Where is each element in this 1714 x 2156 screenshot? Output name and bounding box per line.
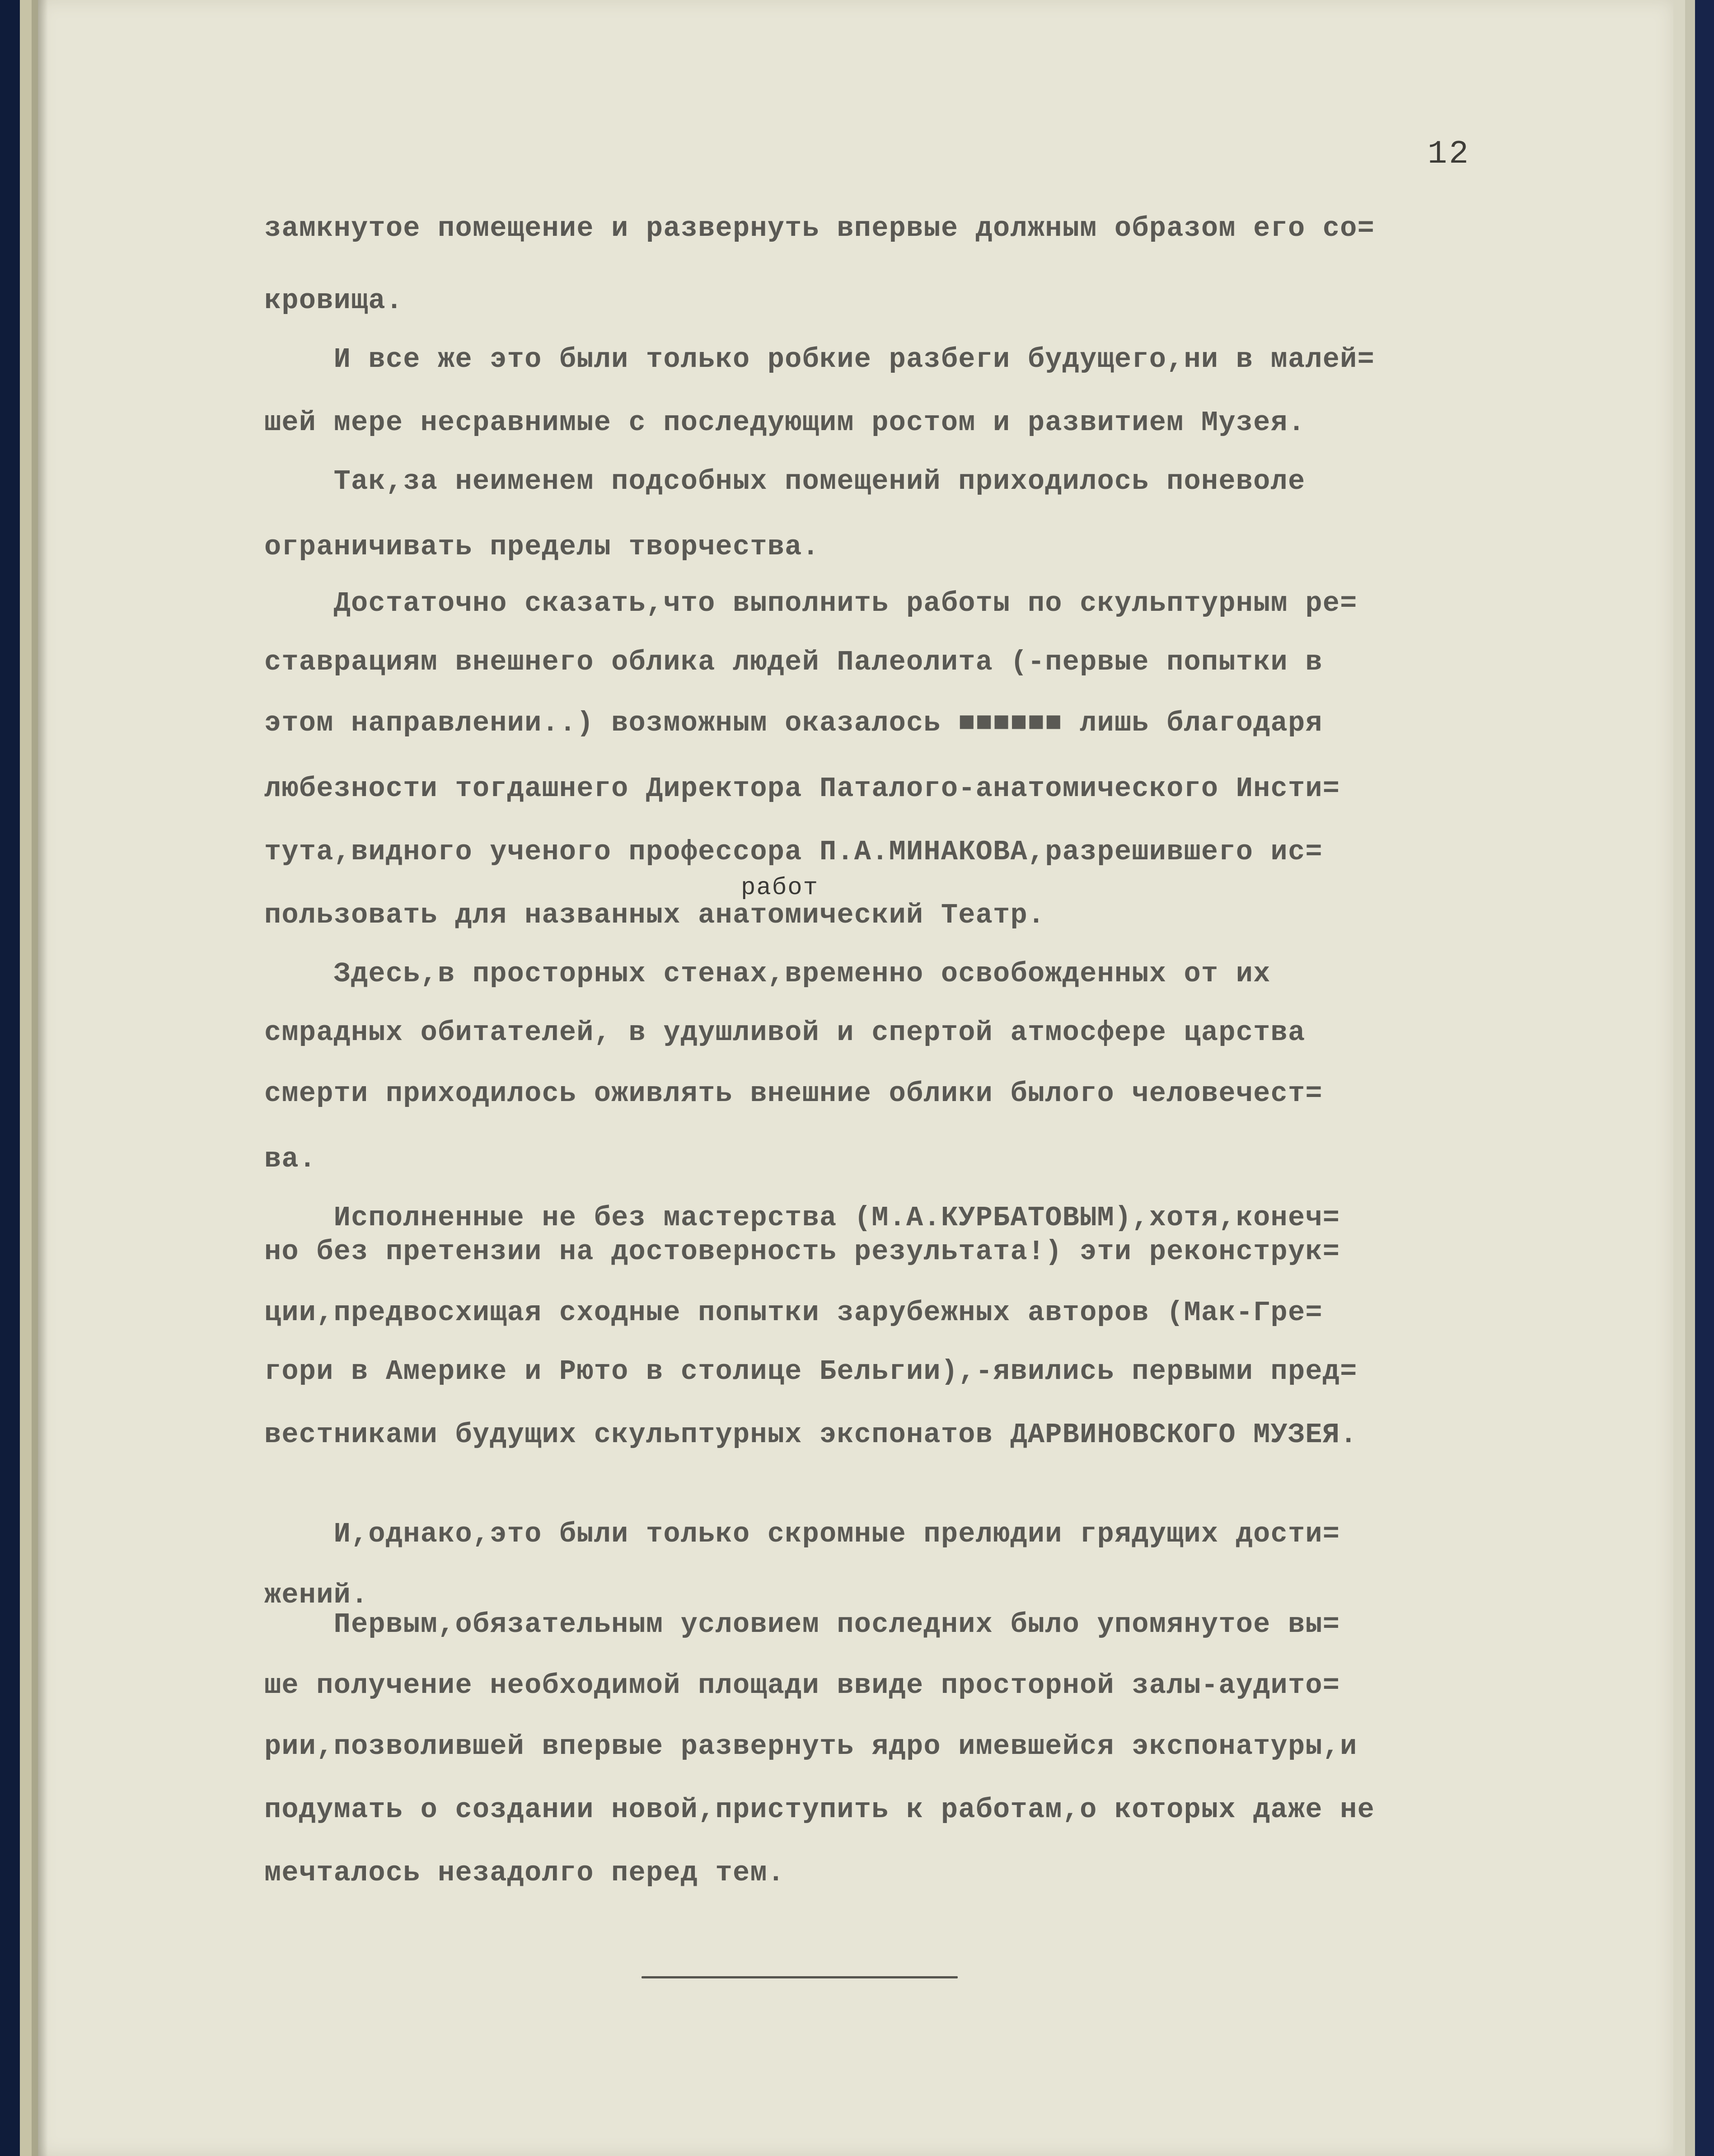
text-line: смерти приходилось оживлять внешние облики былого человечест= — [264, 1078, 1323, 1110]
text-line: гори в Америке и Рюто в столице Бельгии),-явились первыми пред= — [264, 1355, 1358, 1387]
text-line: тута,видного ученого профессора П.А.МИНАКОВА,разрешившего ис= — [264, 836, 1323, 868]
page-edge — [20, 0, 32, 2156]
scan-backdrop-left — [0, 0, 20, 2156]
page-number: 12 — [1428, 136, 1470, 173]
text-line: вестниками будущих скульптурных экспонатов ДАРВИНОВСКОГО МУЗЕЯ. — [264, 1419, 1358, 1451]
text-line: ограничивать пределы творчества. — [264, 531, 820, 563]
page-stack-edge — [1673, 0, 1685, 2156]
text-line: кровища. — [264, 285, 403, 317]
text-line: этом направлении..) возможным оказалось ■■■■■■ лишь благодаря — [264, 707, 1323, 739]
text-line: любезности тогдашнего Директора Паталого-анатомического Инсти= — [264, 773, 1340, 805]
ending-rule — [642, 1976, 958, 1978]
text-line: И,однако,это были только скромные прелюдии грядущих дости= — [264, 1518, 1340, 1550]
text-line: Здесь,в просторных стенах,временно освобожденных от их — [264, 958, 1271, 990]
text-line: И все же это были только робкие разбеги будущего,ни в малей= — [264, 343, 1375, 375]
handwritten-insertion: работ — [741, 874, 819, 902]
text-line: смрадных обитателей, в удушливой и спертой атмосфере царства — [264, 1017, 1306, 1049]
page-stack-edge — [1685, 0, 1695, 2156]
text-line: Первым,обязательным условием последних было упомянутое вы= — [264, 1608, 1340, 1640]
text-line: шей мере несравнимые с последующим ростом и развитием Музея. — [264, 407, 1306, 439]
text-line: ции,предвосхищая сходные попытки зарубежных авторов (Мак-Гре= — [264, 1297, 1323, 1329]
text-line: пользовать для названных анатомический Театр. — [264, 899, 1045, 931]
text-line: мечталось незадолго перед тем. — [264, 1857, 785, 1889]
text-line: замкнутое помещение и развернуть впервые должным образом его со= — [264, 212, 1375, 244]
page-edge-shadow — [32, 0, 38, 2156]
text-line: ва. — [264, 1143, 317, 1175]
binding-shadow — [38, 0, 48, 2156]
text-line: рии,позволившей впервые развернуть ядро имевшейся экспонатуры,и — [264, 1730, 1358, 1762]
text-line: ставрациям внешнего облика людей Палеолита (-первые попытки в — [264, 646, 1323, 678]
text-line: но без претензии на достоверность результата!) эти реконструк= — [264, 1236, 1340, 1268]
text-line: Достаточно сказать,что выполнить работы по скульптурным ре= — [264, 587, 1358, 619]
text-line: жений. — [264, 1579, 369, 1611]
text-line: Так,за неименем подсобных помещений приходилось поневоле — [264, 465, 1306, 497]
scan-backdrop-right — [1695, 0, 1714, 2156]
text-line: подумать о создании новой,приступить к работам,о которых даже не — [264, 1794, 1375, 1826]
text-line: ше получение необходимой площади ввиде просторной залы-аудито= — [264, 1669, 1340, 1701]
text-line: Исполненные не без мастерства (М.А.КУРБАТОВЫМ),хотя,конеч= — [264, 1202, 1340, 1234]
